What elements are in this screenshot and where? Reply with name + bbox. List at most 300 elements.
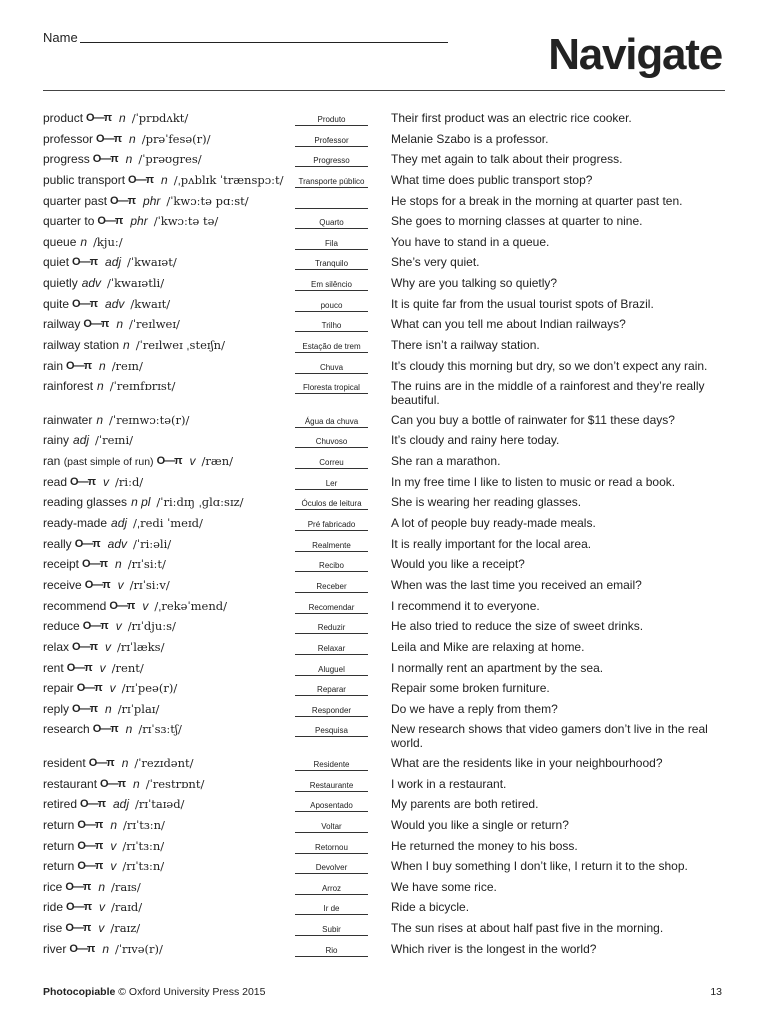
part-of-speech: n — [105, 701, 112, 716]
example-sentence: He stops for a break in the morning at quarter past ten. — [391, 193, 683, 208]
example-sentence: What time does public transport stop? — [391, 172, 593, 187]
entry-word-cell — [43, 599, 293, 613]
entry-word-cell — [43, 942, 293, 956]
entry-row — [43, 411, 725, 432]
phonetic-transcription: /rɪˈsɜːtʃ/ — [138, 722, 182, 737]
phonetic-transcription: /raɪs/ — [111, 879, 141, 894]
entry-row — [43, 617, 725, 638]
phonetic-transcription: /ˈrɪvə(r)/ — [115, 941, 163, 956]
entry-word-cell — [43, 797, 293, 811]
headword: rainforest — [43, 379, 94, 394]
example-sentence: You have to stand in a queue. — [391, 234, 550, 249]
headword: rent — [43, 660, 64, 675]
key-icon: O—π — [77, 839, 103, 852]
example-sentence: When was the last time you received an email? — [391, 577, 642, 592]
entry-word-cell — [43, 818, 293, 832]
part-of-speech: phr — [143, 193, 161, 208]
headword: retired — [43, 797, 78, 812]
example-sentence: Which river is the longest in the world? — [391, 941, 597, 956]
example-sentence: Their first product was an electric rice cooker. — [391, 111, 632, 125]
translation-field[interactable]: Arroz — [295, 884, 368, 895]
phonetic-transcription: /ˈkwɔːtə pɑːst/ — [166, 193, 249, 208]
entry-row — [43, 452, 725, 473]
headword: reduce — [43, 619, 80, 634]
key-icon: O—π — [77, 860, 103, 873]
key-icon: O—π — [84, 578, 110, 591]
phonetic-transcription: /rent/ — [111, 660, 144, 675]
headword: reading glasses — [43, 495, 128, 510]
entry-word-cell — [43, 537, 293, 551]
key-icon: O—π — [77, 818, 103, 831]
phonetic-transcription: /ˈrezɪdənt/ — [134, 755, 194, 770]
phonetic-transcription: /ˈriːəli/ — [133, 536, 172, 551]
example-sentence: Ride a bicycle. — [391, 900, 470, 915]
part-of-speech: n — [80, 234, 88, 249]
phonetic-transcription: /reɪn/ — [111, 358, 143, 373]
entry-word-cell — [43, 702, 293, 716]
translation-field[interactable]: Produto — [295, 115, 368, 126]
example-sentence: I work in a restaurant. — [391, 776, 507, 791]
entry-word-cell — [43, 681, 293, 695]
entry-word-cell — [43, 777, 293, 791]
headword-note: (past simple of run) — [63, 456, 154, 469]
translation-field[interactable]: Trilho — [295, 321, 368, 332]
entry-word-cell — [43, 194, 293, 208]
translation-field[interactable]: pouco — [295, 301, 368, 312]
footer-copyright — [43, 986, 265, 998]
headword: ride — [43, 900, 64, 915]
key-icon: O—π — [82, 558, 108, 571]
translation-field[interactable]: Residente — [295, 760, 368, 771]
example-sentence: Would you like a receipt? — [391, 557, 525, 572]
headword: rain — [43, 358, 64, 373]
part-of-speech: adj — [111, 516, 128, 531]
entry-row — [43, 171, 725, 192]
part-of-speech: n pl — [131, 495, 151, 510]
entry-row — [43, 754, 725, 775]
key-icon: O—π — [86, 112, 112, 124]
entry-word-cell — [43, 255, 293, 269]
part-of-speech: v — [103, 474, 110, 489]
entry-row — [43, 274, 725, 295]
part-of-speech: v — [109, 681, 116, 696]
part-of-speech: v — [115, 619, 122, 634]
phonetic-transcription: /rɪˈlæks/ — [117, 639, 165, 654]
entry-row — [43, 857, 725, 878]
phonetic-transcription: /kwaɪt/ — [130, 296, 171, 311]
example-sentence: What can you tell me about Indian railways? — [391, 317, 626, 332]
entry-word-cell — [43, 413, 293, 427]
phonetic-transcription: /ˈreɪnwɔːtə(r)/ — [109, 412, 190, 427]
translation-field[interactable]: Tranquilo — [295, 259, 368, 270]
part-of-speech: n — [119, 111, 126, 125]
phonetic-transcription: /rɪˈtɜːn/ — [122, 838, 165, 853]
translation-field[interactable]: Óculos de leitura — [295, 499, 368, 510]
example-sentence: She ran a marathon. — [391, 454, 501, 469]
key-icon: O—π — [100, 777, 126, 790]
example-sentence: Would you like a single or return? — [391, 817, 569, 832]
entry-word-cell — [43, 454, 293, 468]
phonetic-transcription: /ˈriːdɪŋ ˌɡlɑːsɪz/ — [156, 495, 244, 510]
example-sentence: It is quite far from the usual tourist spots of Brazil. — [391, 296, 654, 311]
key-icon: O—π — [110, 194, 136, 207]
entry-word-cell — [43, 359, 293, 373]
phonetic-transcription: /ˈreɪni/ — [95, 433, 134, 448]
headword: quiet — [43, 255, 70, 270]
translation-field[interactable]: Floresta tropical — [295, 383, 368, 394]
phonetic-transcription: /riːd/ — [115, 474, 144, 489]
translation-field[interactable]: Transporte público — [295, 177, 368, 188]
example-sentence: It’s cloudy and rainy here today. — [391, 433, 560, 448]
part-of-speech: n — [161, 172, 168, 187]
part-of-speech: n — [133, 776, 140, 791]
part-of-speech: adj — [73, 433, 90, 448]
translation-field[interactable]: Voltar — [295, 822, 368, 833]
entry-word-cell — [43, 235, 293, 249]
translation-field[interactable]: Reparar — [295, 685, 368, 696]
example-sentence: When I buy something I don’t like, I return it to the shop. — [391, 859, 688, 874]
phonetic-transcription: /ˈkwaɪətli/ — [107, 276, 165, 291]
entry-word-cell — [43, 132, 293, 146]
key-icon: O—π — [97, 215, 123, 228]
headword: railway — [43, 317, 81, 332]
translation-field[interactable]: Pré fabricado — [295, 520, 368, 531]
key-icon: O—π — [72, 297, 98, 310]
key-icon: O—π — [72, 702, 97, 715]
part-of-speech: adv — [105, 296, 125, 311]
headword: queue — [43, 234, 77, 249]
name-line[interactable] — [80, 42, 448, 43]
translation-field[interactable]: Quarto — [295, 218, 368, 229]
example-sentence: The ruins are in the middle of a rainforest and they’re really beautiful. — [391, 379, 705, 408]
headword: rice — [43, 879, 63, 894]
phonetic-transcription: /rɪˈdjuːs/ — [127, 619, 176, 634]
entry-word-cell — [43, 880, 293, 894]
header-rule — [43, 90, 725, 91]
headword: rainwater — [43, 412, 93, 427]
phonetic-transcription: /rɪˈtɜːn/ — [122, 859, 165, 874]
translation-field[interactable]: Estação de trem — [295, 342, 368, 353]
example-sentence: She’s very quiet. — [391, 255, 480, 270]
example-sentence: In my free time I like to listen to music or read a book. — [391, 474, 676, 489]
headword: read — [43, 474, 68, 489]
part-of-speech: adj — [105, 255, 122, 270]
example-sentence: We have some rice. — [391, 879, 497, 894]
entry-word-cell — [43, 859, 293, 873]
part-of-speech: v — [117, 577, 124, 592]
translation-field[interactable]: Rio — [295, 946, 368, 957]
part-of-speech: n — [125, 722, 133, 737]
example-sentence: There isn’t a railway station. — [391, 338, 540, 353]
key-icon: O—π — [65, 922, 91, 935]
phonetic-transcription: /ˈprɒdʌkt/ — [131, 111, 189, 125]
translation-field[interactable]: Ler — [295, 479, 368, 490]
part-of-speech: v — [189, 454, 196, 469]
headword: reply — [43, 701, 70, 716]
translation-field[interactable]: Água da chuva — [295, 417, 368, 428]
part-of-speech: n — [110, 817, 118, 832]
example-sentence: They met again to talk about their progress. — [391, 152, 623, 167]
part-of-speech: v — [105, 639, 111, 654]
entry-row — [43, 431, 725, 452]
part-of-speech: n — [121, 755, 129, 770]
part-of-speech: n — [97, 379, 104, 394]
entry-row — [43, 336, 725, 357]
entry-row — [43, 514, 725, 535]
entry-row — [43, 700, 725, 721]
translation-field[interactable]: Reduzir — [295, 623, 368, 634]
phonetic-transcription: /rɪˈsiːv/ — [129, 577, 170, 592]
translation-field[interactable]: Ir de — [295, 904, 368, 915]
phonetic-transcription: /prəˈfesə(r)/ — [141, 131, 211, 146]
phonetic-transcription: /kjuː/ — [93, 234, 123, 249]
headword: return — [43, 817, 75, 832]
translation-field[interactable]: Aluguel — [295, 665, 368, 676]
example-sentence: Leila and Mike are relaxing at home. — [391, 639, 585, 654]
key-icon: O—π — [72, 640, 97, 653]
phonetic-transcription: /ˌredi ˈmeɪd/ — [133, 516, 203, 531]
headword: quarter past — [43, 193, 108, 208]
headword: rise — [43, 921, 63, 936]
example-sentence: The sun rises at about half past five in the morning. — [391, 921, 664, 936]
part-of-speech: n — [96, 412, 104, 427]
part-of-speech: n — [99, 358, 106, 373]
entry-word-cell — [43, 921, 293, 935]
key-icon: O—π — [69, 942, 95, 955]
part-of-speech: n — [123, 338, 130, 353]
entry-row — [43, 816, 725, 837]
key-icon: O—π — [92, 723, 118, 736]
entry-word-cell — [43, 338, 293, 352]
example-sentence: It is really important for the local area. — [391, 536, 592, 551]
translation-field[interactable]: Correu — [295, 458, 368, 469]
headword: repair — [43, 681, 74, 696]
phonetic-transcription: /ˌrekəˈmend/ — [154, 598, 227, 613]
key-icon: O—π — [109, 599, 135, 612]
entry-row — [43, 775, 725, 796]
entry-word-cell — [43, 152, 293, 166]
part-of-speech: v — [142, 598, 149, 613]
entry-word-cell — [43, 214, 293, 228]
translation-field[interactable]: Relaxar — [295, 644, 368, 655]
translation-field[interactable]: Recomendar — [295, 603, 368, 614]
part-of-speech: v — [110, 859, 117, 874]
translation-field[interactable]: Recibo — [295, 561, 368, 572]
part-of-speech: adv — [81, 276, 102, 291]
example-sentence: Do we have a reply from them? — [391, 701, 558, 716]
translation-field[interactable]: Retornou — [295, 843, 368, 854]
key-icon: O—π — [82, 620, 108, 633]
key-icon: O—π — [156, 455, 182, 468]
phonetic-transcription: /ˈreɪlweɪ ˌsteɪʃn/ — [135, 338, 225, 353]
translation-field[interactable]: Chuva — [295, 363, 368, 374]
entry-word-cell — [43, 433, 293, 447]
translation-field[interactable]: Responder — [295, 706, 368, 717]
key-icon: O—π — [128, 173, 154, 186]
key-icon: O—π — [76, 682, 102, 695]
headword: rainy — [43, 433, 70, 448]
part-of-speech: phr — [130, 214, 148, 229]
key-icon: O—π — [66, 359, 91, 372]
headword: quite — [43, 296, 70, 311]
entry-row — [43, 473, 725, 494]
entry-word-cell — [43, 578, 293, 592]
entry-word-cell — [43, 839, 293, 853]
headword: return — [43, 859, 75, 874]
phonetic-transcription: /ˈkwɔːtə tə/ — [153, 214, 219, 229]
part-of-speech: adv — [107, 536, 128, 551]
entry-row — [43, 919, 725, 940]
entry-row — [43, 679, 725, 700]
entry-word-cell — [43, 317, 293, 331]
phonetic-transcription: /ræn/ — [201, 454, 234, 469]
entry-row — [43, 720, 725, 754]
phonetic-transcription: /rɪˈpeə(r)/ — [121, 681, 178, 696]
entry-word-cell — [43, 756, 293, 770]
key-icon: O—π — [83, 318, 109, 331]
headword: return — [43, 838, 75, 853]
entry-word-cell — [43, 276, 293, 290]
entry-word-cell — [43, 516, 293, 530]
example-sentence: A lot of people buy ready-made meals. — [391, 516, 596, 531]
entry-word-cell — [43, 661, 293, 675]
part-of-speech: n — [115, 557, 122, 572]
entry-row — [43, 150, 725, 171]
entry-row — [43, 315, 725, 336]
entry-row — [43, 638, 725, 659]
example-sentence: It’s cloudy this morning but dry, so we don’t expect any rain. — [391, 358, 708, 373]
translation-field[interactable] — [295, 198, 368, 209]
headword: research — [43, 722, 90, 737]
part-of-speech: n — [98, 879, 106, 894]
headword: recommend — [43, 598, 107, 613]
entry-word-cell — [43, 900, 293, 914]
example-sentence: She is wearing her reading glasses. — [391, 495, 582, 510]
key-icon: O—π — [66, 661, 92, 674]
example-sentence: New research shows that video gamers don’t live in the real world. — [391, 722, 708, 751]
part-of-speech: v — [110, 838, 117, 853]
translation-field[interactable]: Devolver — [295, 863, 368, 874]
translation-field[interactable]: Receber — [295, 582, 368, 593]
key-icon: O—π — [80, 798, 105, 811]
example-sentence: Repair some broken furniture. — [391, 681, 550, 696]
part-of-speech: adj — [113, 797, 130, 812]
phonetic-transcription: /ˈprəʊɡres/ — [138, 152, 202, 167]
entry-word-cell — [43, 722, 293, 736]
headword: railway station — [43, 338, 120, 353]
translation-field[interactable]: Restaurante — [295, 781, 368, 792]
example-sentence: He also tried to reduce the size of sweet drinks. — [391, 619, 644, 634]
page-number: 13 — [710, 986, 722, 998]
part-of-speech: v — [98, 921, 105, 936]
translation-field[interactable]: Realmente — [295, 541, 368, 552]
entry-row — [43, 837, 725, 858]
entry-row — [43, 940, 725, 961]
headword: quietly — [43, 276, 78, 291]
part-of-speech: n — [116, 317, 124, 332]
entry-row — [43, 357, 725, 378]
example-sentence: She goes to morning classes at quarter to nine. — [391, 214, 643, 229]
part-of-speech: n — [102, 941, 110, 956]
translation-field[interactable]: Progresso — [295, 156, 368, 167]
entry-row — [43, 109, 725, 130]
key-icon: O—π — [66, 901, 91, 914]
entry-word-cell — [43, 619, 293, 633]
part-of-speech: v — [99, 900, 105, 915]
entry-word-cell — [43, 475, 293, 489]
phonetic-transcription: /raɪz/ — [110, 921, 141, 936]
example-sentence: I normally rent an apartment by the sea. — [391, 660, 604, 675]
entry-row — [43, 535, 725, 556]
phonetic-transcription: /raɪd/ — [111, 900, 143, 915]
phonetic-transcription: /ˈrestrɒnt/ — [145, 776, 205, 791]
name-label: Name — [43, 30, 78, 45]
part-of-speech: v — [99, 660, 106, 675]
headword: receive — [43, 577, 82, 592]
key-icon: O—π — [74, 537, 100, 550]
phonetic-transcription: /rɪˈtaɪəd/ — [135, 797, 185, 812]
entry-row — [43, 576, 725, 597]
entry-row — [43, 555, 725, 576]
key-icon: O—π — [92, 153, 118, 166]
entry-row — [43, 192, 725, 213]
phonetic-transcription: /ˈreɪlweɪ/ — [129, 317, 180, 332]
headword: professor — [43, 131, 94, 146]
translation-field[interactable]: Fila — [295, 239, 368, 250]
entry-word-cell — [43, 297, 293, 311]
entry-row — [43, 795, 725, 816]
example-sentence: He returned the money to his boss. — [391, 838, 578, 853]
headword: quarter to — [43, 214, 95, 229]
entry-row — [43, 659, 725, 680]
part-of-speech: n — [129, 131, 136, 146]
phonetic-transcription: /ˈkwaɪət/ — [127, 255, 177, 270]
phonetic-transcription: /rɪˈplaɪ/ — [117, 701, 160, 716]
headword: relax — [43, 639, 70, 654]
phonetic-transcription: /ˈreɪnfɒrɪst/ — [109, 379, 176, 394]
headword: restaurant — [43, 776, 98, 791]
phonetic-transcription: /rɪˈtɜːn/ — [123, 817, 165, 832]
translation-field[interactable]: Subir — [295, 925, 368, 936]
vocabulary-list — [43, 109, 725, 960]
translation-field[interactable]: Aposentado — [295, 801, 368, 812]
entry-row — [43, 493, 725, 514]
translation-field[interactable]: Chuvoso — [295, 437, 368, 448]
example-sentence: I recommend it to everyone. — [391, 598, 540, 613]
translation-field[interactable]: Professor — [295, 136, 368, 147]
part-of-speech: n — [125, 152, 133, 167]
phonetic-transcription: /ˌpʌblɪk ˈtrænspɔːt/ — [173, 172, 284, 187]
brand-title: Navigate — [548, 30, 722, 79]
entry-row — [43, 597, 725, 618]
entry-row — [43, 295, 725, 316]
headword: really — [43, 536, 72, 551]
key-icon: O—π — [88, 756, 114, 769]
entry-word-cell — [43, 173, 293, 187]
footer-publisher: © Oxford University Press 2015 — [118, 986, 266, 998]
footer-photocopiable: Photocopiable — [43, 986, 116, 998]
headword: ran — [43, 454, 61, 469]
translation-field[interactable]: Em silêncio — [295, 280, 368, 291]
example-sentence: What are the residents like in your neighbourhood? — [391, 755, 663, 770]
entry-row — [43, 130, 725, 151]
entry-word-cell — [43, 379, 293, 393]
key-icon: O—π — [70, 475, 96, 488]
headword: product — [43, 111, 84, 125]
entry-row — [43, 212, 725, 233]
entry-row — [43, 233, 725, 254]
translation-field[interactable]: Pesquisa — [295, 726, 368, 737]
